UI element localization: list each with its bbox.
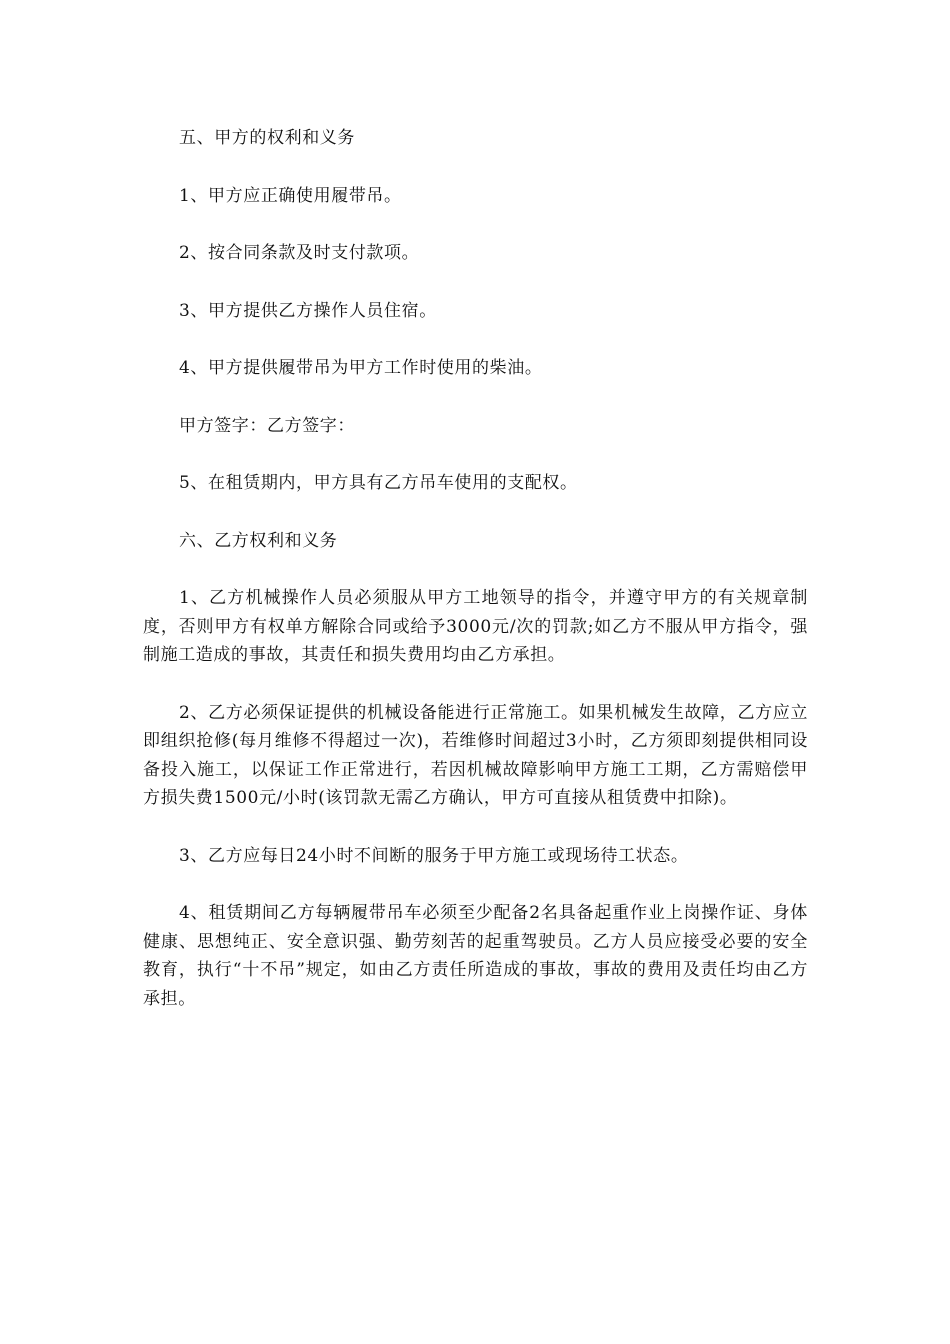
party-a-clause-4: 4、甲方提供履带吊为甲方工作时使用的柴油。	[179, 358, 543, 378]
paragraph-gap	[143, 210, 808, 239]
section-heading-party-b: 六、乙方权利和义务	[179, 530, 338, 551]
party-b-clause-2: 2、乙方必须保证提供的机械设备能进行正常施工。如果机械发生故障，乙方应立即组织抢修(每月维修不得超过一次)，若维修时间超过3小时，乙方须即刻提供相同设备投入施工，以保证工作正常进行，若因机械故障影响甲方施工工期，乙方需赔偿甲方损失费1500元/小时(该罚款无需乙方确认，甲方可直接从租赁费中扣除)。	[143, 702, 808, 808]
signature-line: 甲方签字：乙方签字：	[179, 415, 355, 436]
paragraph-gap	[143, 813, 808, 842]
party-a-clause-5: 5、在租赁期内，甲方具有乙方吊车使用的支配权。	[179, 473, 578, 493]
document-body	[143, 124, 808, 1013]
paragraph-gap	[143, 440, 808, 469]
party-a-clause-1: 1、甲方应正确使用履带吊。	[179, 185, 402, 206]
section-heading-party-a: 五、甲方的权利和义务	[179, 128, 355, 148]
paragraph-gap	[143, 670, 808, 699]
paragraph-gap	[143, 383, 808, 412]
paragraph-gap	[143, 555, 808, 584]
paragraph-gap	[143, 325, 808, 354]
party-a-clause-3: 3、甲方提供乙方操作人员住宿。	[179, 300, 437, 321]
party-b-clause-1: 1、乙方机械操作人员必须服从甲方工地领导的指令，并遵守甲方的有关规章制度，否则甲方有权单方解除合同或给予3000元/次的罚款;如乙方不服从甲方指令，强制施工造成的事故，其责任和损失费用均由乙方承担。	[143, 588, 808, 665]
paragraph-gap	[143, 268, 808, 297]
party-b-clause-4: 4、租赁期间乙方每辆履带吊车必须至少配备2名具备起重作业上岗操作证、身体健康、思想纯正、安全意识强、勤劳刻苦的起重驾驶员。乙方人员应接受必要的安全教育，执行“十不吊”规定，如由乙方责任所造成的事故，事故的费用及责任均由乙方承担。	[143, 903, 808, 1009]
party-b-clause-3: 3、乙方应每日24小时不间断的服务于甲方施工或现场待工状态。	[179, 845, 689, 866]
paragraph-gap	[143, 870, 808, 899]
party-a-clause-2: 2、按合同条款及时支付款项。	[179, 243, 420, 263]
paragraph-gap	[143, 498, 808, 527]
paragraph-gap	[143, 153, 808, 182]
